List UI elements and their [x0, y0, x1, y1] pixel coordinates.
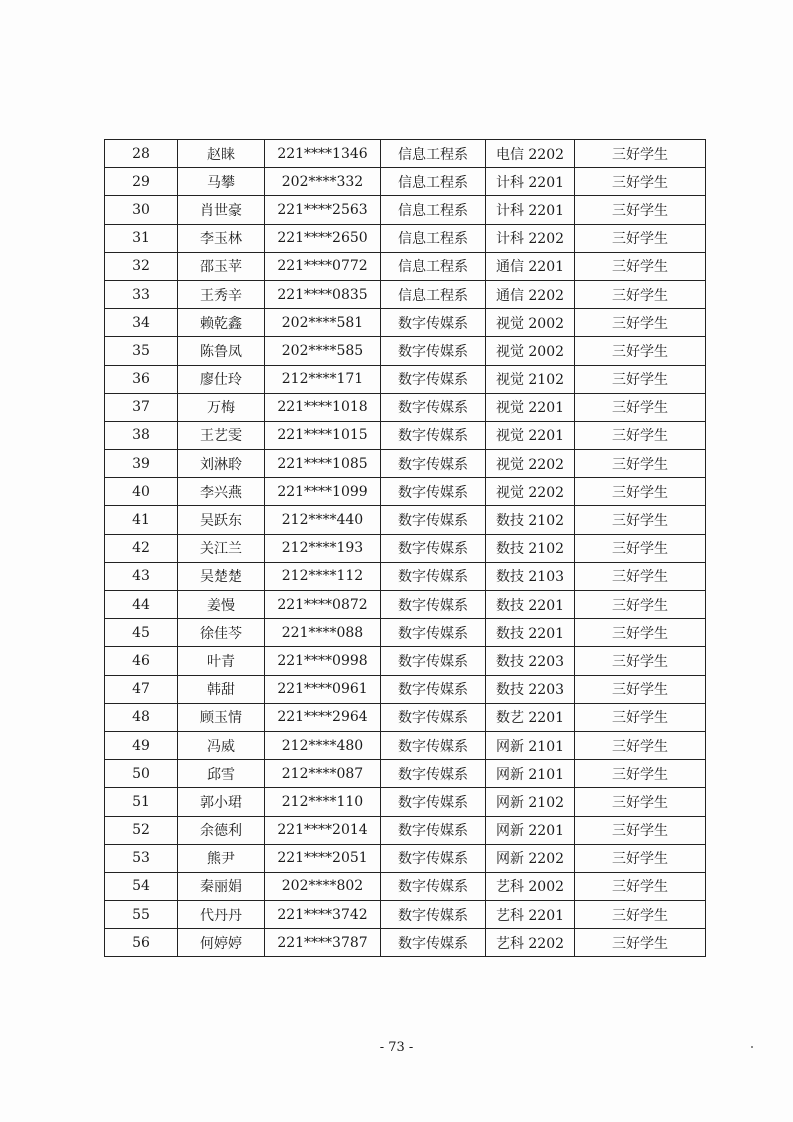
department-cell: 数字传媒系 [381, 703, 486, 731]
student-name-cell: 王秀辛 [178, 280, 265, 308]
class-cell: 视觉 2002 [486, 337, 575, 365]
department-cell: 信息工程系 [381, 224, 486, 252]
table-row [105, 365, 706, 393]
class-cell: 数技 2103 [486, 562, 575, 590]
table-row [105, 224, 706, 252]
student-id-cell: 221****1018 [265, 393, 381, 421]
class-cell: 视觉 2201 [486, 393, 575, 421]
award-cell: 三好学生 [575, 760, 706, 788]
department-cell: 数字传媒系 [381, 619, 486, 647]
class-cell: 视觉 2202 [486, 450, 575, 478]
class-cell: 数技 2201 [486, 591, 575, 619]
class-cell: 电信 2202 [486, 140, 575, 168]
class-cell: 网新 2102 [486, 788, 575, 816]
award-cell: 三好学生 [575, 929, 706, 957]
table-row [105, 280, 706, 308]
department-cell: 数字传媒系 [381, 534, 486, 562]
table-row [105, 647, 706, 675]
table-row [105, 478, 706, 506]
table-row [105, 731, 706, 759]
student-name-cell: 李兴燕 [178, 478, 265, 506]
table-row [105, 872, 706, 900]
student-id-cell: 221****1099 [265, 478, 381, 506]
student-name-cell: 郭小珺 [178, 788, 265, 816]
table-row [105, 421, 706, 449]
class-cell: 网新 2101 [486, 731, 575, 759]
department-cell: 数字传媒系 [381, 365, 486, 393]
row-number-cell: 43 [105, 562, 178, 590]
award-cell: 三好学生 [575, 703, 706, 731]
table-row [105, 562, 706, 590]
row-number-cell: 51 [105, 788, 178, 816]
student-name-cell: 肖世豪 [178, 196, 265, 224]
student-name-cell: 韩甜 [178, 675, 265, 703]
department-cell: 信息工程系 [381, 280, 486, 308]
award-cell: 三好学生 [575, 365, 706, 393]
row-number-cell: 28 [105, 140, 178, 168]
student-id-cell: 221****2051 [265, 844, 381, 872]
student-id-cell: 221****2650 [265, 224, 381, 252]
class-cell: 视觉 2202 [486, 478, 575, 506]
row-number-cell: 31 [105, 224, 178, 252]
row-number-cell: 29 [105, 168, 178, 196]
class-cell: 数技 2201 [486, 619, 575, 647]
department-cell: 数字传媒系 [381, 788, 486, 816]
table-row [105, 252, 706, 280]
department-cell: 数字传媒系 [381, 309, 486, 337]
student-id-cell: 212****171 [265, 365, 381, 393]
row-number-cell: 50 [105, 760, 178, 788]
student-name-cell: 秦丽娟 [178, 872, 265, 900]
student-id-cell: 212****112 [265, 562, 381, 590]
award-cell: 三好学生 [575, 816, 706, 844]
row-number-cell: 38 [105, 421, 178, 449]
table-row [105, 901, 706, 929]
award-cell: 三好学生 [575, 168, 706, 196]
student-name-cell: 叶青 [178, 647, 265, 675]
roster-body [105, 140, 706, 957]
student-id-cell: 221****0772 [265, 252, 381, 280]
award-cell: 三好学生 [575, 393, 706, 421]
department-cell: 数字传媒系 [381, 591, 486, 619]
row-number-cell: 30 [105, 196, 178, 224]
award-cell: 三好学生 [575, 478, 706, 506]
student-name-cell: 王艺雯 [178, 421, 265, 449]
class-cell: 视觉 2201 [486, 421, 575, 449]
class-cell: 计科 2202 [486, 224, 575, 252]
student-name-cell: 吴楚楚 [178, 562, 265, 590]
department-cell: 数字传媒系 [381, 421, 486, 449]
department-cell: 信息工程系 [381, 168, 486, 196]
department-cell: 数字传媒系 [381, 731, 486, 759]
student-id-cell: 221****0961 [265, 675, 381, 703]
class-cell: 艺科 2002 [486, 872, 575, 900]
student-id-cell: 221****1015 [265, 421, 381, 449]
department-cell: 信息工程系 [381, 196, 486, 224]
award-cell: 三好学生 [575, 619, 706, 647]
table-row [105, 140, 706, 168]
class-cell: 艺科 2202 [486, 929, 575, 957]
student-id-cell: 212****110 [265, 788, 381, 816]
row-number-cell: 56 [105, 929, 178, 957]
row-number-cell: 32 [105, 252, 178, 280]
student-name-cell: 徐佳芩 [178, 619, 265, 647]
award-cell: 三好学生 [575, 675, 706, 703]
student-name-cell: 代丹丹 [178, 901, 265, 929]
table-row [105, 760, 706, 788]
row-number-cell: 42 [105, 534, 178, 562]
table-row [105, 168, 706, 196]
student-id-cell: 221****2563 [265, 196, 381, 224]
student-id-cell: 212****193 [265, 534, 381, 562]
award-cell: 三好学生 [575, 450, 706, 478]
student-id-cell: 221****0872 [265, 591, 381, 619]
row-number-cell: 52 [105, 816, 178, 844]
class-cell: 通信 2201 [486, 252, 575, 280]
class-cell: 数艺 2201 [486, 703, 575, 731]
student-name-cell: 关江兰 [178, 534, 265, 562]
student-id-cell: 221****2014 [265, 816, 381, 844]
table-row [105, 619, 706, 647]
student-id-cell: 221****088 [265, 619, 381, 647]
scan-dot [751, 1046, 753, 1048]
class-cell: 网新 2202 [486, 844, 575, 872]
student-id-cell: 221****0835 [265, 280, 381, 308]
row-number-cell: 46 [105, 647, 178, 675]
table-row [105, 337, 706, 365]
award-cell: 三好学生 [575, 562, 706, 590]
student-name-cell: 赵睐 [178, 140, 265, 168]
student-id-cell: 202****332 [265, 168, 381, 196]
row-number-cell: 36 [105, 365, 178, 393]
row-number-cell: 48 [105, 703, 178, 731]
student-name-cell: 廖仕玲 [178, 365, 265, 393]
class-cell: 视觉 2002 [486, 309, 575, 337]
award-cell: 三好学生 [575, 788, 706, 816]
row-number-cell: 54 [105, 872, 178, 900]
student-id-cell: 212****440 [265, 506, 381, 534]
table-row [105, 393, 706, 421]
table-row [105, 450, 706, 478]
class-cell: 艺科 2201 [486, 901, 575, 929]
department-cell: 数字传媒系 [381, 562, 486, 590]
row-number-cell: 53 [105, 844, 178, 872]
department-cell: 数字传媒系 [381, 675, 486, 703]
student-name-cell: 吴跃东 [178, 506, 265, 534]
student-roster-table [104, 139, 706, 957]
student-id-cell: 221****1346 [265, 140, 381, 168]
department-cell: 信息工程系 [381, 252, 486, 280]
student-id-cell: 212****087 [265, 760, 381, 788]
department-cell: 信息工程系 [381, 140, 486, 168]
student-name-cell: 陈鲁凤 [178, 337, 265, 365]
table-row [105, 196, 706, 224]
row-number-cell: 44 [105, 591, 178, 619]
department-cell: 数字传媒系 [381, 872, 486, 900]
award-cell: 三好学生 [575, 534, 706, 562]
department-cell: 数字传媒系 [381, 816, 486, 844]
department-cell: 数字传媒系 [381, 647, 486, 675]
student-id-cell: 202****581 [265, 309, 381, 337]
class-cell: 数技 2102 [486, 534, 575, 562]
student-id-cell: 202****802 [265, 872, 381, 900]
department-cell: 数字传媒系 [381, 844, 486, 872]
row-number-cell: 37 [105, 393, 178, 421]
table-row [105, 929, 706, 957]
student-name-cell: 李玉林 [178, 224, 265, 252]
student-name-cell: 熊尹 [178, 844, 265, 872]
table-row [105, 534, 706, 562]
award-cell: 三好学生 [575, 421, 706, 449]
student-name-cell: 冯威 [178, 731, 265, 759]
student-id-cell: 221****1085 [265, 450, 381, 478]
award-cell: 三好学生 [575, 872, 706, 900]
row-number-cell: 35 [105, 337, 178, 365]
table-row [105, 309, 706, 337]
class-cell: 计科 2201 [486, 168, 575, 196]
row-number-cell: 40 [105, 478, 178, 506]
department-cell: 数字传媒系 [381, 478, 486, 506]
award-cell: 三好学生 [575, 901, 706, 929]
award-cell: 三好学生 [575, 731, 706, 759]
table-row [105, 675, 706, 703]
student-name-cell: 万梅 [178, 393, 265, 421]
award-cell: 三好学生 [575, 224, 706, 252]
class-cell: 数技 2203 [486, 647, 575, 675]
row-number-cell: 39 [105, 450, 178, 478]
student-name-cell: 邵玉苹 [178, 252, 265, 280]
department-cell: 数字传媒系 [381, 929, 486, 957]
table-row [105, 506, 706, 534]
student-id-cell: 212****480 [265, 731, 381, 759]
student-id-cell: 221****0998 [265, 647, 381, 675]
student-name-cell: 余德利 [178, 816, 265, 844]
award-cell: 三好学生 [575, 140, 706, 168]
award-cell: 三好学生 [575, 844, 706, 872]
student-name-cell: 顾玉情 [178, 703, 265, 731]
row-number-cell: 33 [105, 280, 178, 308]
award-cell: 三好学生 [575, 252, 706, 280]
award-cell: 三好学生 [575, 280, 706, 308]
student-id-cell: 221****3742 [265, 901, 381, 929]
page-number: - 73 - [379, 1040, 414, 1055]
table-row [105, 788, 706, 816]
student-id-cell: 202****585 [265, 337, 381, 365]
table-row [105, 816, 706, 844]
award-cell: 三好学生 [575, 309, 706, 337]
table-row [105, 844, 706, 872]
department-cell: 数字传媒系 [381, 506, 486, 534]
award-cell: 三好学生 [575, 591, 706, 619]
award-cell: 三好学生 [575, 506, 706, 534]
table-row [105, 591, 706, 619]
department-cell: 数字传媒系 [381, 393, 486, 421]
row-number-cell: 34 [105, 309, 178, 337]
row-number-cell: 47 [105, 675, 178, 703]
department-cell: 数字传媒系 [381, 450, 486, 478]
class-cell: 网新 2101 [486, 760, 575, 788]
student-name-cell: 邱雪 [178, 760, 265, 788]
award-cell: 三好学生 [575, 196, 706, 224]
department-cell: 数字传媒系 [381, 337, 486, 365]
class-cell: 视觉 2102 [486, 365, 575, 393]
student-id-cell: 221****2964 [265, 703, 381, 731]
class-cell: 数技 2203 [486, 675, 575, 703]
row-number-cell: 45 [105, 619, 178, 647]
class-cell: 数技 2102 [486, 506, 575, 534]
department-cell: 数字传媒系 [381, 901, 486, 929]
row-number-cell: 55 [105, 901, 178, 929]
student-name-cell: 赖乾鑫 [178, 309, 265, 337]
award-cell: 三好学生 [575, 337, 706, 365]
class-cell: 计科 2201 [486, 196, 575, 224]
row-number-cell: 49 [105, 731, 178, 759]
student-id-cell: 221****3787 [265, 929, 381, 957]
student-name-cell: 刘淋聆 [178, 450, 265, 478]
student-name-cell: 姜慢 [178, 591, 265, 619]
class-cell: 通信 2202 [486, 280, 575, 308]
table-row [105, 703, 706, 731]
student-name-cell: 马攀 [178, 168, 265, 196]
department-cell: 数字传媒系 [381, 760, 486, 788]
row-number-cell: 41 [105, 506, 178, 534]
award-cell: 三好学生 [575, 647, 706, 675]
class-cell: 网新 2201 [486, 816, 575, 844]
student-name-cell: 何婷婷 [178, 929, 265, 957]
